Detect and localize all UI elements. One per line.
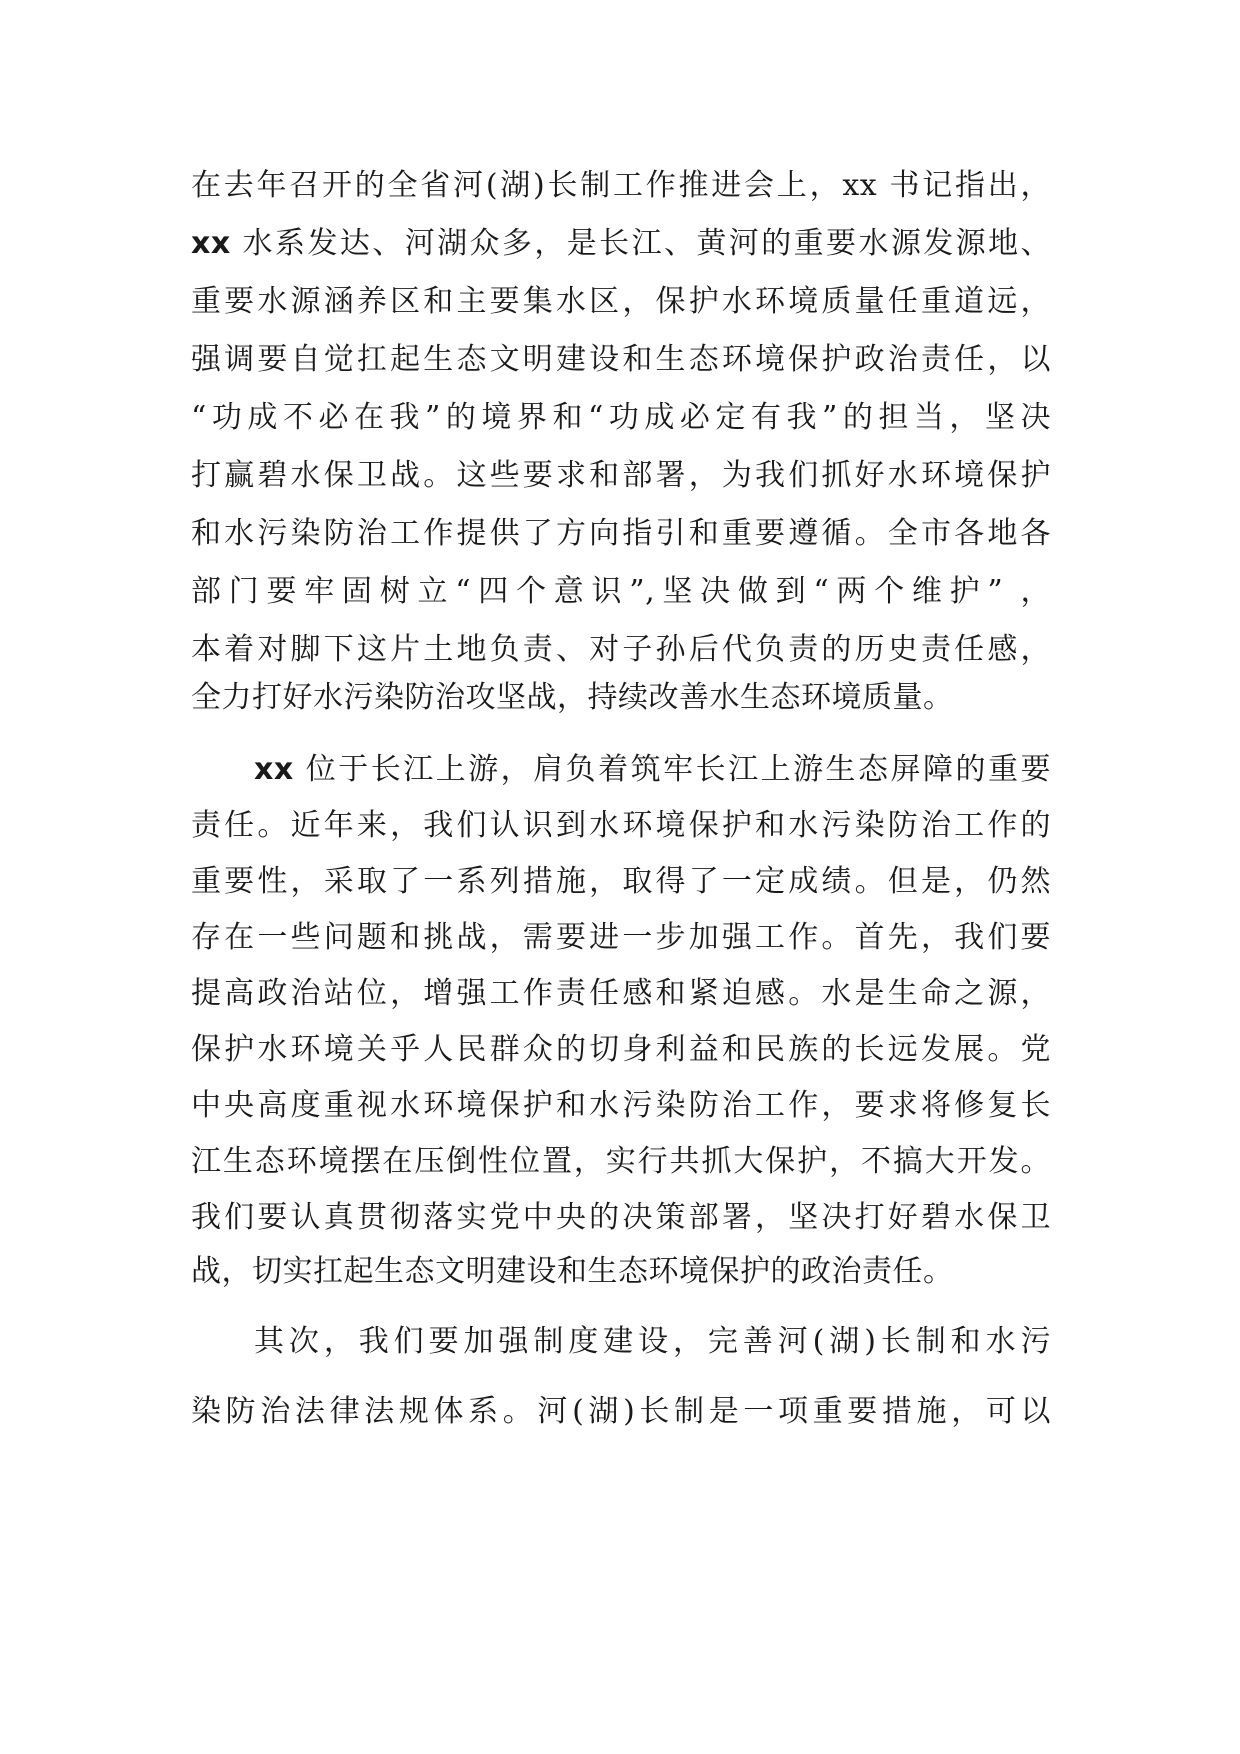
text-line: 江生态环境摆在压倒性位置，实行共抓大保护，不搞大开发。 xyxy=(191,1144,1051,1179)
text-line: 战，切实扛起生态文明建设和生态环境保护的政治责任。 xyxy=(191,1254,954,1289)
text-line-rest: 水系发达、河湖众多，是长江、黄河的重要水源发源地、 xyxy=(230,226,1051,261)
text-line: 提高政治站位，增强工作责任感和紧迫感。水是生命之源， xyxy=(191,976,1051,1011)
text-line: 其次，我们要加强制度建设，完善河(湖)长制和水污 xyxy=(254,1324,1051,1359)
text-line: “功成不必在我”的境界和“功成必定有我”的担当，坚决 xyxy=(191,400,1051,435)
text-line: 我们要认真贯彻落实党中央的决策部署，坚决打好碧水保卫 xyxy=(191,1200,1051,1235)
text-line: 全力打好水污染防治攻坚战，持续改善水生态环境质量。 xyxy=(191,680,954,715)
text-line-bold-prefix: xx xyxy=(254,752,294,787)
text-line: 中央高度重视水环境保护和水污染防治工作，要求将修复长 xyxy=(191,1088,1051,1123)
text-line xyxy=(254,744,1051,796)
text-line: 部门要牢固树立“四个意识”,坚决做到“两个维护” ， xyxy=(191,574,1051,609)
text-line: 保护水环境关乎人民群众的切身利益和民族的长远发展。党 xyxy=(191,1032,1051,1067)
text-line: 本着对脚下这片土地负责、对子孙后代负责的历史责任感， xyxy=(191,632,1051,667)
text-line-bold-prefix: xx xyxy=(191,226,231,261)
text-line: 染防治法律法规体系。河(湖)长制是一项重要措施，可以 xyxy=(191,1394,1051,1429)
text-line: 强调要自觉扛起生态文明建设和生态环境保护政治责任，以 xyxy=(191,342,1051,377)
text-line-rest: 位于长江上游，肩负着筑牢长江上游生态屏障的重要 xyxy=(293,752,1051,787)
text-line: 重要性，采取了一系列措施，取得了一定成绩。但是，仍然 xyxy=(191,864,1051,899)
text-line: 存在一些问题和挑战，需要进一步加强工作。首先，我们要 xyxy=(191,920,1051,955)
text-line: 打赢碧水保卫战。这些要求和部署，为我们抓好水环境保护 xyxy=(191,458,1051,493)
text-line: 重要水源涵养区和主要集水区，保护水环境质量任重道远， xyxy=(191,284,1051,319)
text-line xyxy=(191,218,1051,270)
text-line: 和水污染防治工作提供了方向指引和重要遵循。全市各地各 xyxy=(191,516,1051,551)
text-line: 责任。近年来，我们认识到水环境保护和水污染防治工作的 xyxy=(191,808,1051,843)
text-line: 在去年召开的全省河(湖)长制工作推进会上，xx 书记指出， xyxy=(191,168,1051,203)
